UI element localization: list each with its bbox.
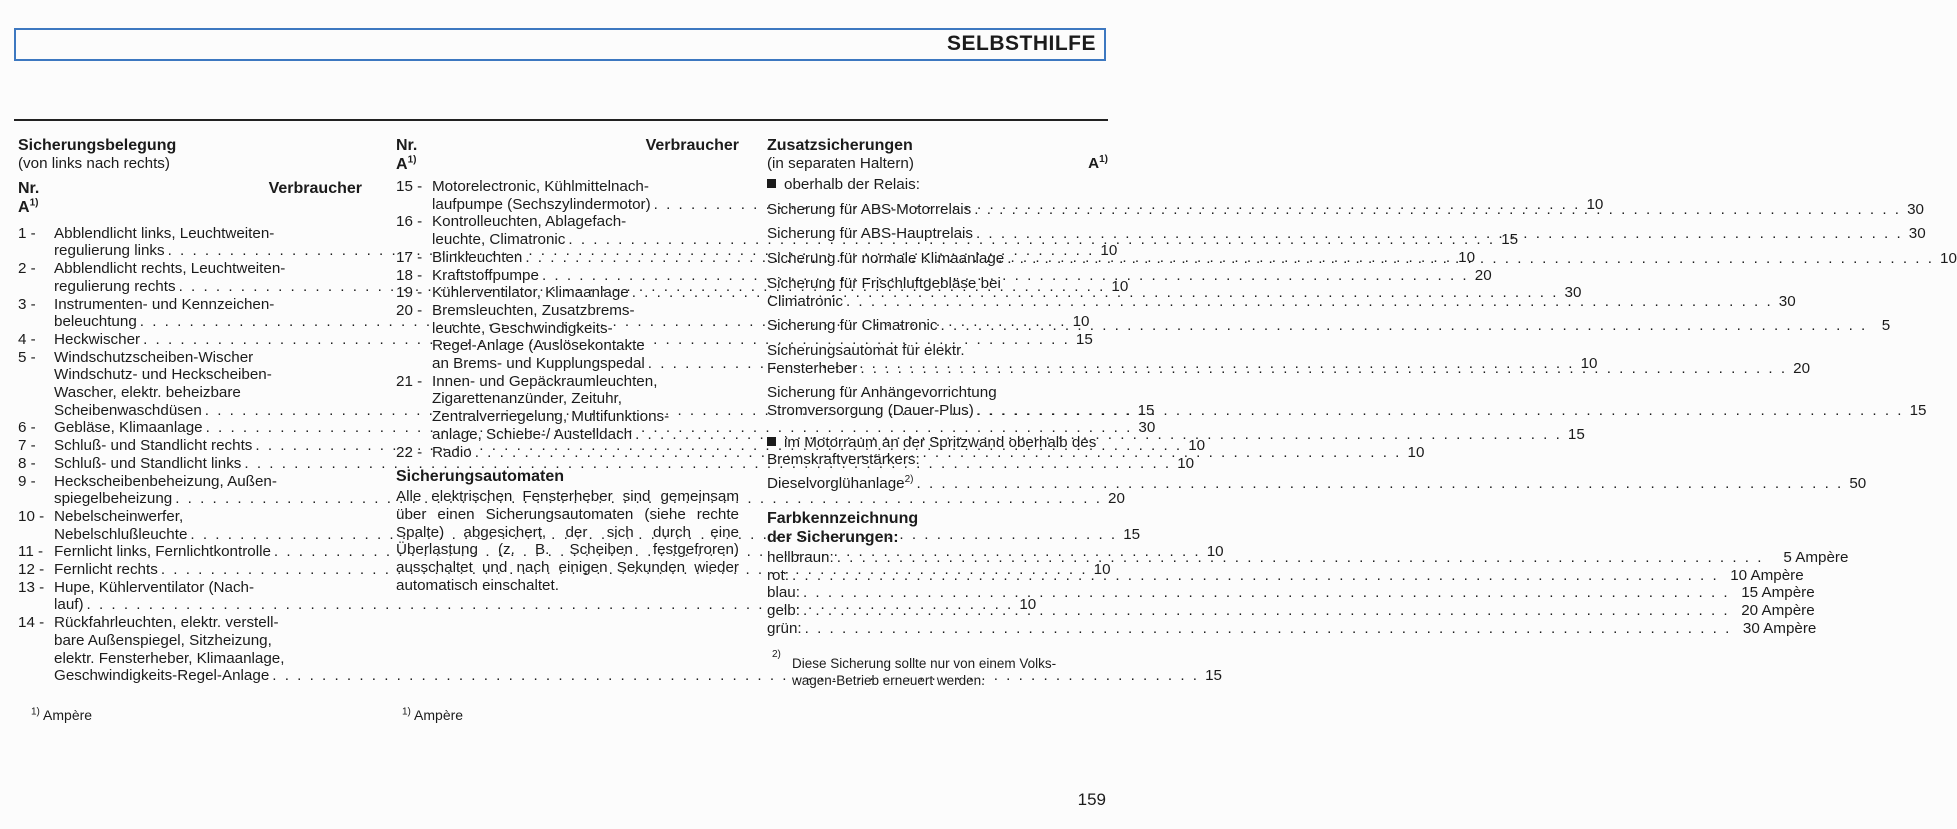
- fuse-value: 10: [1100, 242, 1118, 260]
- list-item: [767, 250, 1957, 268]
- fuse-description: Windschutz- und Heckscheiben-: [54, 366, 272, 384]
- fuse-description: Scheibenwaschdüsen: [54, 401, 202, 419]
- fuse-description: Zigarettenanzünder, Zeituhr,: [432, 390, 622, 408]
- fuse-value: 15: [1205, 667, 1222, 685]
- fuse-number: 20 -: [396, 301, 423, 319]
- fuse-description: leuchte, Climatronic: [432, 231, 566, 249]
- list-item: [767, 584, 1815, 602]
- fuse-number: 13 -: [18, 578, 45, 596]
- fuse-description: Kontrolleuchten, Ablagefach-: [432, 213, 627, 231]
- fuse-value: 10: [1111, 277, 1129, 295]
- fuse-description: Windschutzscheiben-Wischer: [54, 348, 254, 366]
- fuse-value: 15: [1909, 402, 1927, 420]
- section-subtitle: (von links nach rechts): [18, 155, 170, 172]
- fuse-number: 12 -: [18, 561, 45, 579]
- fuse-value: 15: [1567, 425, 1585, 443]
- fuse-description: spiegelbeheizung: [54, 490, 173, 508]
- footnote: $^{1)}$ Ampère: [31, 706, 93, 723]
- fuse-description: Sicherung für Frischluftgebläse bei: [767, 274, 1001, 292]
- color-name: gelb:: [767, 601, 800, 619]
- fuse-description: Blinkleuchten: [432, 248, 523, 266]
- table-header: [18, 180, 362, 198]
- fuse-number: 14 -: [18, 614, 45, 632]
- fuse-number: 2 -: [18, 260, 36, 278]
- list-item: [18, 454, 1195, 473]
- header-box: [14, 28, 1106, 61]
- color-value: 10 Ampère: [1730, 566, 1804, 584]
- nr-label: Nr.: [396, 137, 418, 154]
- fuse-value: 15: [1123, 525, 1141, 543]
- fuse-number: 11 -: [18, 543, 44, 561]
- color-name: blau:: [767, 584, 800, 602]
- table-header: [767, 155, 1108, 173]
- fuse-description: Abblendlicht links, Leuchtweiten-: [54, 224, 275, 242]
- color-name: hellbraun:: [767, 548, 834, 566]
- color-value: 15 Ampère: [1741, 584, 1815, 602]
- extra-fuses: [767, 130, 1957, 689]
- fuse-number: 15 -: [396, 178, 423, 195]
- header-rule: [14, 119, 1108, 121]
- fuse-description: beleuchtung: [54, 313, 137, 331]
- color-value: 20 Ampère: [1741, 601, 1815, 619]
- fuse-description: Sicherung für Anhängevorrichtung: [767, 384, 997, 402]
- fuse-value: 5: [1881, 317, 1891, 335]
- fuse-description: Innen- und Gepäckraumleuchten,: [432, 372, 658, 390]
- list-item: [767, 619, 1817, 638]
- fuse-value: 20: [1108, 490, 1125, 508]
- fuse-description: anlage, Schiebe-/ Austelldach: [432, 425, 633, 443]
- fuse-value: 15: [1075, 330, 1093, 348]
- fuse-description: Motorelectronic, Kühlmittelnach-: [432, 178, 649, 195]
- fuse-number: 22 -: [396, 443, 423, 461]
- fuse-description: Zentralverriegelung, Multifunktions-: [432, 408, 670, 426]
- fuse-value: 10: [1206, 543, 1224, 561]
- section-title: Zusatzsicherungen: [767, 137, 913, 154]
- fuse-description: Fernlicht links, Fernlichtkontrolle: [54, 543, 271, 561]
- fuse-description: Sicherung für Climatronic: [767, 317, 938, 335]
- fuse-description: bare Außenspiegel, Sitzheizung,: [54, 631, 272, 649]
- fuse-value: 10: [1458, 248, 1476, 266]
- list-item: [767, 601, 1815, 620]
- fuse-description: regulierung rechts: [54, 277, 176, 295]
- color-name: rot:: [767, 566, 789, 584]
- fuse-value: 30: [1138, 419, 1156, 437]
- fuse-value: 10: [1586, 195, 1604, 213]
- fuse-number: 7 -: [18, 437, 36, 455]
- fuse-number: 4 -: [18, 330, 36, 348]
- fuse-number: 19 -: [396, 284, 423, 302]
- fuse-description: Hupe, Kühlerventilator (Nach-: [54, 578, 255, 596]
- color-list: [767, 548, 1849, 638]
- fuse-value: 10: [1407, 443, 1425, 461]
- fuse-value: 10: [1580, 355, 1598, 373]
- fuse-value: 10: [1177, 454, 1195, 472]
- table-header: [396, 137, 739, 155]
- relais-list: [767, 200, 1957, 420]
- unit-label: $A^{1)}$: [18, 197, 39, 216]
- list-item: [767, 317, 1891, 335]
- bullet-square-icon: [767, 179, 776, 188]
- fuse-description: Sicherung für ABS-Hauptrelais: [767, 225, 973, 243]
- fuse-value: 30: [1564, 284, 1582, 302]
- fuse-description: Nebelscheinwerfer,: [54, 507, 184, 525]
- fuse-description: Schluß- und Standlicht rechts: [54, 437, 253, 455]
- footnote: 2) Diese Sicherung sollte nur von einem Volks- wagen-Betrieb erneuert werden.: [772, 649, 1057, 689]
- bullet-square-icon: [767, 437, 776, 446]
- fuse-description: Nebelschlußleuchte: [54, 525, 188, 543]
- fuse-description: Heckscheibenbeheizung, Außen-: [54, 472, 277, 490]
- fuse-number: 18 -: [396, 266, 423, 284]
- fuse-value: 30: [1908, 225, 1926, 243]
- paragraph: Alle elektrischen Fensterheber sind gemeinsam über einen Sicherungsautomaten (siehe rechte Spalte) abgesichert, der sich durch eine Überlastung (z. B. Scheiben festgefroren) ausschaltet und nach einigen Sekunden wieder automatisch einschaltet.: [396, 488, 739, 594]
- fuse-number: 21 -: [396, 372, 423, 390]
- color-name: grün:: [767, 619, 802, 637]
- fuse-description: Geschwindigkeits-Regel-Anlage: [54, 667, 270, 685]
- fuse-description: Fensterheber: [767, 359, 858, 377]
- verbraucher-label: Verbraucher: [268, 179, 362, 197]
- list-item: [767, 384, 1927, 420]
- fuse-number: 1 -: [18, 224, 36, 242]
- fuse-value: 20: [1793, 359, 1811, 377]
- fuse-value: 15: [1501, 231, 1519, 249]
- section-title: Farbkennzeichnung: [767, 509, 919, 527]
- fuse-description: Kühlerventilator, Klimaanlage: [432, 284, 629, 302]
- fuse-number: 16 -: [396, 213, 423, 231]
- unit-label: $A^{1)}$: [1088, 153, 1108, 172]
- section-title: Sicherungsbelegung: [18, 137, 177, 154]
- fuse-value: 10: [1072, 313, 1090, 331]
- fuse-value: 10: [1019, 596, 1037, 614]
- fuse-description: Schluß- und Standlicht links: [54, 454, 242, 472]
- fuse-value: 10: [1093, 561, 1111, 579]
- fuse-number: 9 -: [18, 472, 36, 490]
- fuse-value: 10: [1940, 250, 1957, 268]
- unit-label: $A^{1)}$: [396, 154, 417, 173]
- fuse-description: Rückfahrleuchten, elektr. verstell-: [54, 614, 279, 632]
- section-subtitle: (in separaten Haltern): [767, 155, 914, 172]
- fuse-description: Heckwischer: [54, 330, 141, 348]
- fuse-value: 20: [1474, 266, 1492, 284]
- fuse-description: Bremsleuchten, Zusatzbrems-: [432, 301, 635, 319]
- relais-intro: oberhalb der Relais:: [767, 176, 1108, 194]
- page-title: SELBSTHILFE: [946, 32, 1096, 55]
- fuse-description: Regel-Anlage (Auslösekontakte: [432, 337, 645, 355]
- fuse-description: Fernlicht rechts: [54, 561, 158, 579]
- fuse-description: Instrumenten- und Kennzeichen-: [54, 295, 275, 313]
- fuse-description: lauf): [54, 596, 84, 614]
- fuse-number: 3 -: [18, 295, 36, 313]
- color-value: 5 Ampère: [1783, 548, 1849, 566]
- fuse-description: Climatronic: [767, 292, 843, 310]
- fuse-description: Sicherung für normale Klimaanlage: [767, 250, 1005, 268]
- fuse-description: Abblendlicht rechts, Leuchtweiten-: [54, 260, 286, 278]
- fuse-number: 5 -: [18, 348, 36, 366]
- fuse-description: Sicherung für ABS-Motorrelais: [767, 200, 972, 218]
- footnote: $^{1)}$ Ampère: [402, 706, 464, 723]
- fuse-description: elektr. Fensterheber, Klimaanlage,: [54, 649, 285, 667]
- fuse-value: 15: [1137, 401, 1155, 419]
- section-title: Sicherungsautomaten: [396, 468, 565, 486]
- fuse-number: 8 -: [18, 454, 36, 472]
- motor-intro: im Motorraum an der Spritzwand oberhalb des Bremskraftverstärkers:: [767, 433, 1097, 469]
- fuse-value: 30: [1778, 292, 1796, 310]
- page-number: 159: [1077, 790, 1106, 809]
- list-item: [767, 566, 1804, 585]
- nr-label: Nr.: [18, 179, 40, 197]
- fuse-number: 10 -: [18, 507, 45, 525]
- fuse-description: Kraftstoffpumpe: [432, 266, 539, 284]
- fuse-description: Radio: [432, 443, 472, 461]
- fuse-description: Stromversorgung (Dauer-Plus): [767, 402, 974, 420]
- fuse-description: Sicherungsautomat für elektr.: [767, 341, 965, 359]
- section-title: der Sicherungen:: [767, 528, 899, 546]
- fuse-description: laufpumpe (Sechszylindermotor): [432, 195, 651, 213]
- fuse-description: Gebläse, Klimaanlage: [54, 419, 203, 437]
- fuse-value: 30: [1907, 200, 1924, 218]
- fuse-value: 10: [1188, 437, 1206, 455]
- fuse-number: 17 -: [396, 248, 423, 266]
- fuse-description: an Brems- und Kupplungspedal: [432, 355, 645, 373]
- fuse-description: regulierung links: [54, 242, 165, 260]
- list-item: Dieselvorglühanlage$^{2)}$ . . . 50: [767, 475, 1108, 493]
- verbraucher-label: Verbraucher: [645, 137, 739, 154]
- fuse-description: leuchte, Geschwindigkeits-: [432, 319, 613, 337]
- fuse-number: 6 -: [18, 419, 36, 437]
- fuse-description: Wascher, elektr. beheizbare: [54, 384, 241, 402]
- color-value: 30 Ampère: [1742, 619, 1817, 637]
